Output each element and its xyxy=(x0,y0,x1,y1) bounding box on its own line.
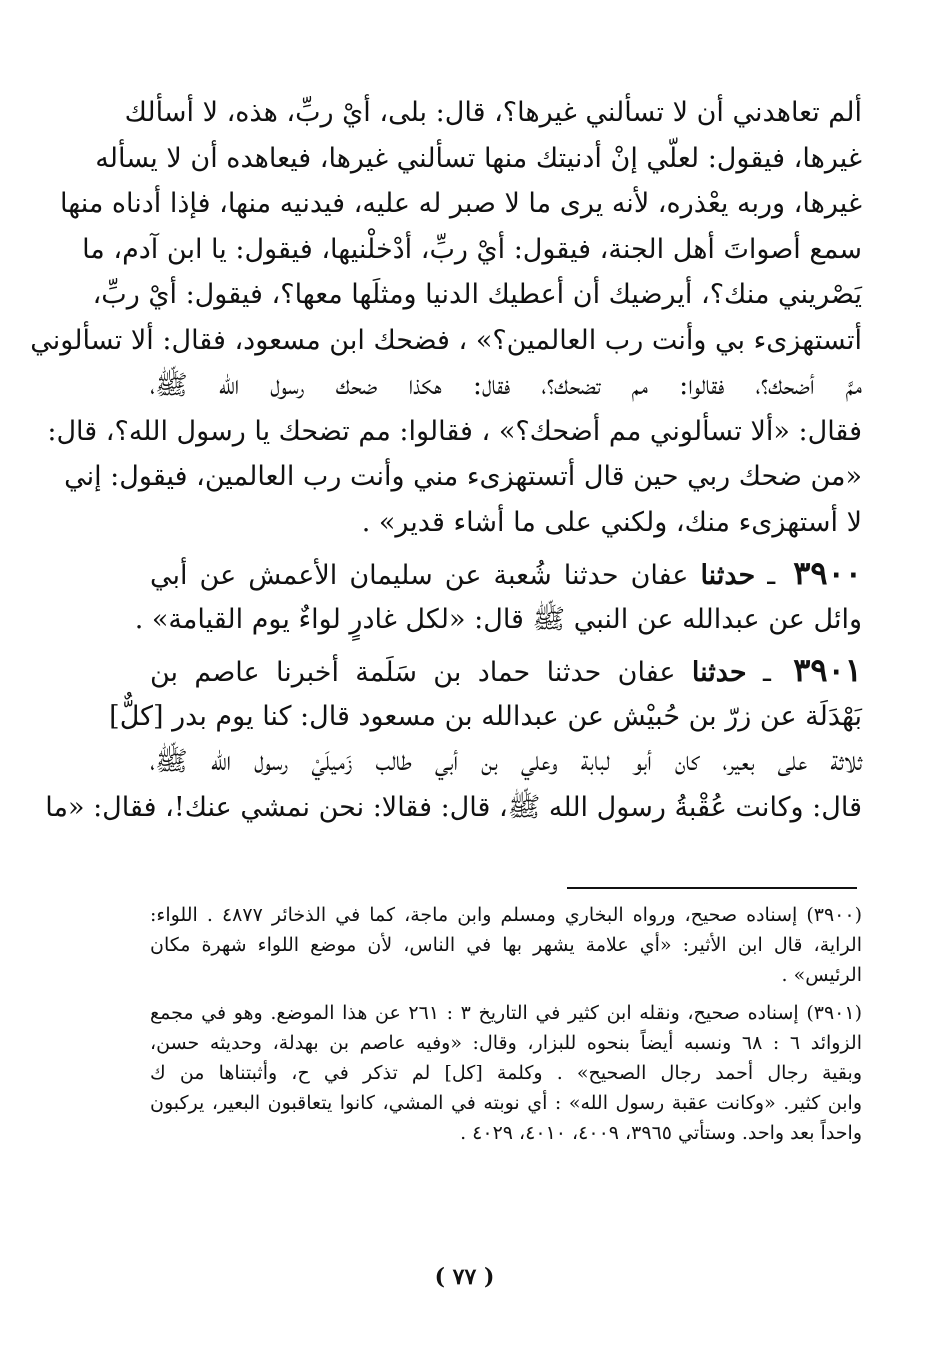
footnote-3901 xyxy=(150,998,862,1148)
text-line: أتستهزىء بي وأنت رب العالمين؟» ، فضحك ابن مسعود، فقال: ألا تسألوني xyxy=(30,324,862,356)
hadith-keyword: حدثنا xyxy=(700,560,756,591)
text-line: غيرها، وربه يعْذره، لأنه يرى ما لا صبر له عليه، فيدنيه منها، فإذا أدناه منها xyxy=(60,188,862,219)
main-text xyxy=(30,90,862,830)
footnote-separator xyxy=(567,887,857,889)
hadith-number: ٣٩٠٠ xyxy=(793,554,862,592)
text-line: وائل عن عبدالله عن النبي ﷺ قال: «لكل غادرٍ لواءٌ يوم القيامة» . xyxy=(134,603,862,635)
footnote-3900 xyxy=(150,900,862,990)
text-line: ألم تعاهدني أن لا تسألني غيرها؟، قال: بلى، أيْ ربِّ، هذه، لا أسألك xyxy=(124,97,862,128)
hadith-keyword: حدثنا xyxy=(691,657,747,688)
text-line: ثلاثة على بعير، كان أبو لبابة وعلي بن أبي طالب زَميلَيْ رسول الله ﷺ، xyxy=(150,746,862,777)
footnote-line: (٣٩٠١) إسناده صحيح، ونقله ابن كثير في التاريخ ٣ : ٢٦١ عن هذا الموضع. وهو في مجمع xyxy=(150,1002,862,1024)
footnote-line: وابن كثير. «وكانت عقبة رسول الله» : أي نوبته في المشي، كانوا يتعاقبون البعير، يركبون xyxy=(150,1092,862,1114)
text-line: سمع أصواتَ أهل الجنة، فيقول: أيْ ربِّ، أدْخلْنيها، فيقول: يا ابن آدم، ما xyxy=(82,233,862,265)
footnote-line: الزوائد ٦ : ٦٨ ونسبه أيضاً بنحوه للبزار، وقال: «وفيه عاصم بن بهدلة، وحديثه حسن، xyxy=(150,1032,862,1054)
text-line: لا أستهزىء منك، ولكني على ما أشاء قدير» . xyxy=(361,506,862,538)
footnote-line: واحداً بعد واحد. وستأتي ٣٩٦٥، ٤٠٠٩، ٤٠١٠، ٤٠٢٩ . xyxy=(460,1122,862,1144)
hadith-text: عفان حدثنا حماد بن سَلَمة أخبرنا عاصم بن xyxy=(150,657,676,688)
text-line: يَصْريني منك؟، أيرضيك أن أعطيك الدنيا ومثلَها معها؟، فيقول: أيْ ربِّ، xyxy=(92,279,862,310)
footnote-line: الرئيس» . xyxy=(781,964,862,986)
hadith-3900-line-1 xyxy=(150,551,862,597)
hadith-dash: ـ xyxy=(767,560,776,591)
page-number: ( ٧٧ ) xyxy=(434,1264,495,1290)
text-line: ممَّ أضحك؟، فقالوا: مم تضحك؟، فقال: هكذا ضحك رسول الله ﷺ، xyxy=(150,370,862,401)
hadith-number: ٣٩٠١ xyxy=(793,651,862,689)
text-line: غيرها، فيقول: لعلّي إنْ أدنيتك منها تسألني غيرها، فيعاهده أن لا يسأله xyxy=(95,142,862,174)
footnote-line: وبقية رجال أحمد رجال الصحيح» . وكلمة [كل] لم تذكر في ح، وأثبتناها من ك xyxy=(150,1062,862,1084)
footnotes xyxy=(150,900,862,1156)
text-line: فقال: «ألا تسألوني مم أضحك؟» ، فقالوا: مم تضحك يا رسول الله؟، قال: xyxy=(47,415,862,447)
text-line: «من ضحك ربي حين قال أتستهزىء مني وأنت رب العالمين، فيقول: إني xyxy=(64,461,862,492)
footnote-line: الراية، قال ابن الأثير: «أي علامة يشهر بها في الناس، لأن موضع اللواء شهرة مكان xyxy=(150,934,862,956)
hadith-3901-line-1 xyxy=(150,648,862,694)
hadith-text: عفان حدثنا شُعبة عن سليمان الأعمش عن أبي xyxy=(150,560,689,591)
text-line: بَهْدَلَة عن زرّ بن حُبيْش عن عبدالله بن مسعود قال: كنا يوم بدر [كلٌّ] xyxy=(109,700,862,732)
text-line: قال: وكانت عُقْبةُ رسول الله ﷺ، قال: فقالا: نحن نمشي عنك!، فقال: «ما xyxy=(45,791,862,823)
footnote-line: (٣٩٠٠) إسناده صحيح، ورواه البخاري ومسلم وابن ماجة، كما في الذخائر ٤٨٧٧ . اللواء: xyxy=(150,904,863,926)
hadith-dash: ـ xyxy=(762,657,771,688)
